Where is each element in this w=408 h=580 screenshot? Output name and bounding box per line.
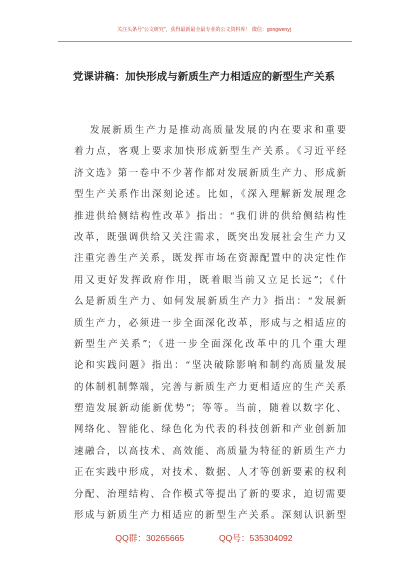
- body-line: 形成与新质生产力相适应的新型生产关系。深刻认识新型: [74, 510, 346, 522]
- footer-contact: [0, 532, 408, 544]
- body-line: 用又更好发挥政府作用，既着眼当前又立足长远”；《什: [74, 274, 346, 286]
- body-line: 塑造发展新动能新优势”；等等。当前，随着以数字化、: [74, 403, 346, 415]
- body-line: 正在实践中形成，对技术、数据、人才等创新要素的权利: [74, 467, 346, 479]
- body-line: 推进供给侧结构性改革》指出：“我们讲的供给侧结构性: [74, 210, 346, 222]
- body-line: 着力点，客观上要求加快形成新型生产关系。《习近平经: [74, 146, 346, 158]
- footer-qq-group: QQ群：30265665: [115, 533, 185, 543]
- body-line: 速融合，以高技术、高效能、高质量为特征的新质生产力: [74, 445, 346, 457]
- body-text: [74, 120, 346, 526]
- body-line: 济文选》第一卷中不少著作都对发展新质生产力、形成新: [74, 167, 346, 179]
- body-line: 新型生产关系”；《进一步全面深化改革中的几个重大理: [74, 338, 346, 350]
- body-line: 网络化、智能化、绿色化为代表的科技创新和产业创新加: [74, 424, 346, 436]
- body-line: 发展新质生产力是推动高质量发展的内在要求和重要: [90, 125, 346, 136]
- body-line: 分配、治理结构、合作模式等提出了新的要求，迫切需要: [74, 488, 346, 500]
- body-line: 质生产力，必须进一步全面深化改革，形成与之相适应的: [74, 317, 346, 329]
- body-line: 型生产关系作出深刻论述。比如，《深入理解新发展理念: [74, 189, 346, 201]
- body-line: 改革，既强调供给又关注需求，既突出发展社会生产力又: [74, 231, 346, 243]
- footer-qq-number: QQ号：535304092: [219, 533, 293, 543]
- body-line: 注重完善生产关系，既发挥市场在资源配置中的决定性作: [74, 253, 346, 265]
- header-divider: [58, 41, 352, 42]
- body-line: 的体制机制弊端，完善与新质生产力更相适应的生产关系: [74, 381, 346, 393]
- body-line: 论和实践问题》指出：“坚决破除影响和制约高质量发展: [74, 360, 346, 372]
- body-line: 么是新质生产力、如何发展新质生产力》指出：“发展新: [74, 296, 346, 308]
- header-banner: 关注头条号“公文研究”，获得最新最全最专业的公文资料库！ 微信：gongwenyj: [117, 27, 291, 33]
- page-title: 党课讲稿：加快形成与新质生产力相适应的新型生产关系: [72, 71, 336, 83]
